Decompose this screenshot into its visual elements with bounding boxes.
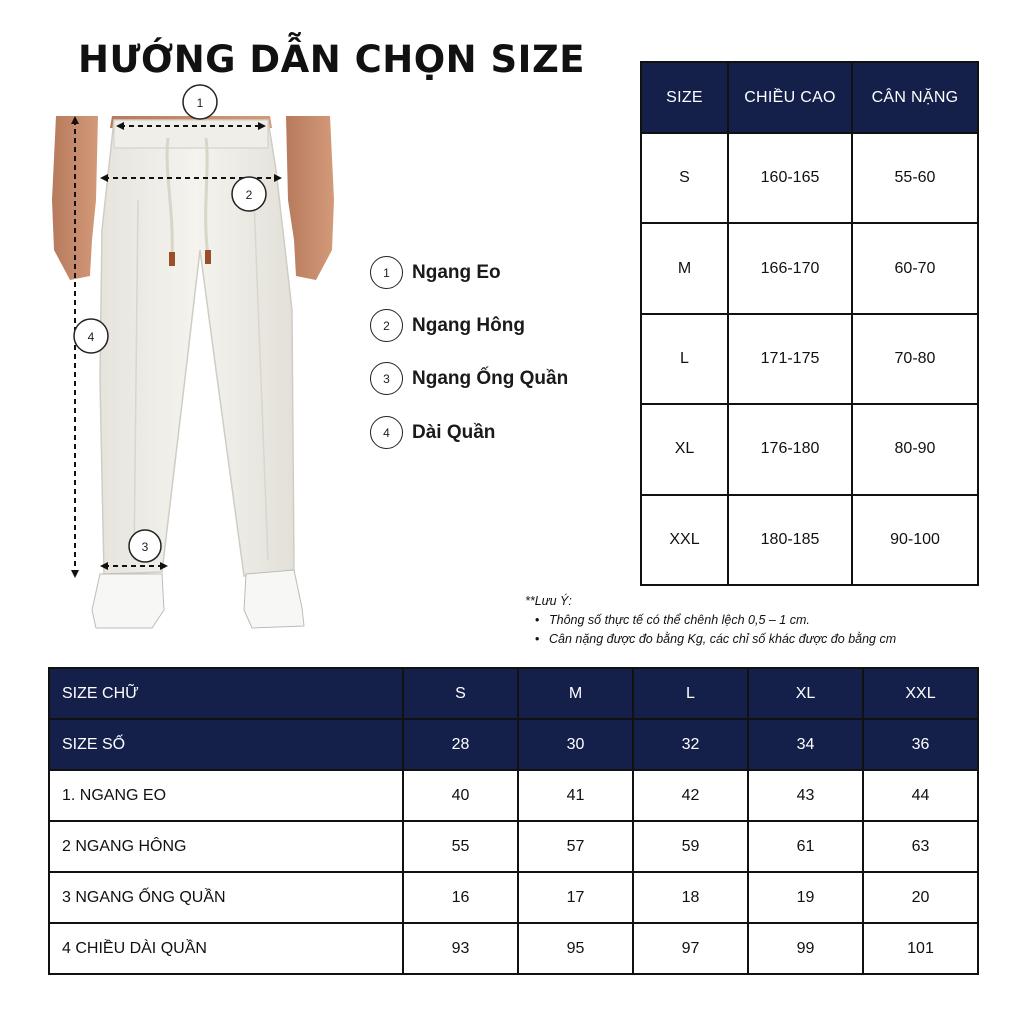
page-title: HƯỚNG DẪN CHỌN SIZE: [78, 38, 586, 81]
note-block: [525, 594, 896, 649]
legend-label: Ngang Eo: [412, 261, 501, 283]
legend-number: 3: [370, 362, 403, 395]
row-label: 4 CHIỀU DÀI QUẦN: [49, 923, 403, 974]
column-header-height: CHIỀU CAO: [728, 62, 852, 133]
legend-label: Ngang Hông: [412, 314, 525, 336]
header-cell: 34: [748, 719, 863, 770]
column-header-size: SIZE: [641, 62, 728, 133]
value-cell: 44: [863, 770, 978, 821]
value-cell: 20: [863, 872, 978, 923]
value-cell: 95: [518, 923, 633, 974]
table-row: [641, 404, 978, 494]
table-header-row: [641, 62, 978, 133]
value-cell: 41: [518, 770, 633, 821]
height-cell: 160-165: [728, 133, 852, 223]
height-weight-table: [640, 61, 979, 586]
row-label: 1. NGANG EO: [49, 770, 403, 821]
legend-item-length: [370, 416, 495, 449]
value-cell: 42: [633, 770, 748, 821]
legend-item-leg-opening: [370, 362, 568, 395]
drawstring-tip-left: [169, 252, 175, 266]
marker-1-label: 1: [196, 96, 204, 110]
value-cell: 57: [518, 821, 633, 872]
value-cell: 99: [748, 923, 863, 974]
value-cell: 16: [403, 872, 518, 923]
legend-number: 4: [370, 416, 403, 449]
hip-arrow-left: [100, 174, 108, 182]
height-cell: 171-175: [728, 314, 852, 404]
header-cell: S: [403, 668, 518, 719]
table-row: [641, 223, 978, 313]
legend-number: 1: [370, 256, 403, 289]
value-cell: 61: [748, 821, 863, 872]
legend-item-hip: [370, 309, 525, 342]
waistband-shape: [114, 120, 268, 148]
legend-item-waist: [370, 256, 501, 289]
length-arrow-bottom: [71, 570, 79, 578]
legend-number: 2: [370, 309, 403, 342]
size-number-row: [49, 719, 978, 770]
value-cell: 55: [403, 821, 518, 872]
table-row: [641, 314, 978, 404]
marker-4-label: 4: [87, 330, 95, 344]
header-cell: M: [518, 668, 633, 719]
note-title: **Lưu Ý:: [525, 594, 572, 608]
header-cell: 32: [633, 719, 748, 770]
header-cell: 30: [518, 719, 633, 770]
left-shoe-shape: [92, 574, 164, 628]
column-header-weight: CÂN NẶNG: [852, 62, 978, 133]
header-cell: XXL: [863, 668, 978, 719]
right-arm-shape: [286, 116, 334, 280]
value-cell: 93: [403, 923, 518, 974]
value-cell: 18: [633, 872, 748, 923]
note-item: • Cân nặng được đo bằng Kg, các chỉ số khác được đo bằng cm: [535, 630, 896, 649]
table-row: [49, 923, 978, 974]
legend-label: Ngang Ống Quần: [412, 367, 569, 389]
header-cell: 36: [863, 719, 978, 770]
size-cell: S: [641, 133, 728, 223]
value-cell: 19: [748, 872, 863, 923]
value-cell: 59: [633, 821, 748, 872]
weight-cell: 60-70: [852, 223, 978, 313]
note-list: [535, 611, 896, 649]
note-item: • Thông số thực tế có thể chênh lệch 0,5 – 1 cm.: [535, 611, 896, 630]
table-row: [641, 133, 978, 223]
value-cell: 40: [403, 770, 518, 821]
row-label: 3 NGANG ỐNG QUẦN: [49, 872, 403, 923]
value-cell: 97: [633, 923, 748, 974]
row-header: SIZE CHỮ: [49, 668, 403, 719]
size-cell: L: [641, 314, 728, 404]
height-cell: 180-185: [728, 495, 852, 585]
table-row: [49, 770, 978, 821]
marker-2-label: 2: [245, 188, 253, 202]
value-cell: 101: [863, 923, 978, 974]
weight-cell: 70-80: [852, 314, 978, 404]
hip-arrow-right: [274, 174, 282, 182]
table-row: [641, 495, 978, 585]
weight-cell: 55-60: [852, 133, 978, 223]
size-cell: M: [641, 223, 728, 313]
legend-label: Dài Quần: [412, 421, 496, 443]
height-cell: 176-180: [728, 404, 852, 494]
header-cell: XL: [748, 668, 863, 719]
weight-cell: 90-100: [852, 495, 978, 585]
row-label: 2 NGANG HÔNG: [49, 821, 403, 872]
trousers-illustration: [40, 80, 360, 640]
size-cell: XXL: [641, 495, 728, 585]
marker-3-label: 3: [141, 540, 149, 554]
size-letter-row: [49, 668, 978, 719]
weight-cell: 80-90: [852, 404, 978, 494]
table-row: [49, 872, 978, 923]
leg-arrow-right: [160, 562, 168, 570]
row-header: SIZE SỐ: [49, 719, 403, 770]
header-cell: L: [633, 668, 748, 719]
table-row: [49, 821, 978, 872]
height-cell: 166-170: [728, 223, 852, 313]
value-cell: 17: [518, 872, 633, 923]
size-cell: XL: [641, 404, 728, 494]
drawstring-tip-right: [205, 250, 211, 264]
value-cell: 63: [863, 821, 978, 872]
header-cell: 28: [403, 719, 518, 770]
value-cell: 43: [748, 770, 863, 821]
measurement-table: [48, 667, 979, 975]
right-shoe-shape: [244, 570, 304, 628]
